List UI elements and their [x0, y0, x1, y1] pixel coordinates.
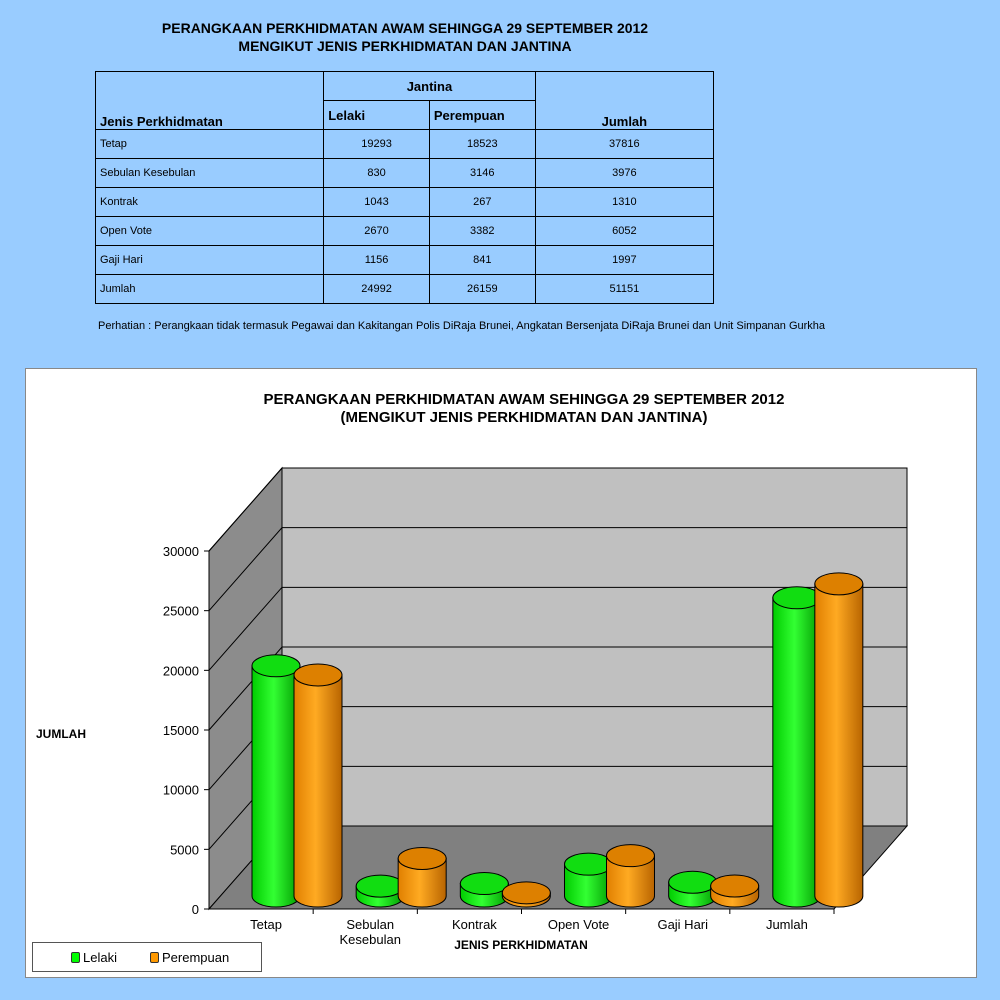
col-header-gender: Jantina	[324, 72, 535, 101]
page-title-line2: MENGIKUT JENIS PERKHIDMATAN DAN JANTINA	[238, 38, 572, 54]
cell-female: 841	[429, 246, 535, 275]
cell-male: 830	[324, 159, 430, 188]
cell-female: 18523	[429, 130, 535, 159]
table-row	[96, 217, 714, 246]
bar-perempuan-top	[815, 573, 863, 595]
table-row	[96, 188, 714, 217]
chart-title-line2: (MENGIKUT JENIS PERKHIDMATAN DAN JANTINA)	[340, 409, 708, 426]
table-row	[96, 246, 714, 275]
cell-male: 19293	[324, 130, 430, 159]
cell-total: 51151	[535, 275, 713, 304]
x-tick-label: Sebulan	[346, 917, 395, 932]
y-tick-label: 5000	[170, 842, 199, 858]
cell-male: 1043	[324, 188, 430, 217]
bar-lelaki-body	[773, 598, 821, 907]
y-tick-label: 25000	[162, 603, 199, 619]
row-label: Jumlah	[96, 275, 324, 304]
page-title-line1: PERANGKAAN PERKHIDMATAN AWAM SEHINGGA 29 SEPTEMBER 2012	[161, 20, 649, 36]
y-tick-label: 10000	[162, 782, 199, 798]
bar-perempuan-body	[815, 584, 863, 907]
cell-female: 26159	[429, 275, 535, 304]
col-header-service: Jenis Perkhidmatan	[96, 72, 324, 130]
chart-panel	[25, 368, 977, 978]
bar-chart	[26, 369, 976, 977]
table-row	[96, 159, 714, 188]
footnote: Perhatian : Perangkaan tidak termasuk Pegawai dan Kakitangan Polis DiRaja Brunei, Angkatan Bersenjata DiRaja Brunei dan Unit Simpanan Gurkha	[98, 320, 826, 332]
chart-title-line1: PERANGKAAN PERKHIDMATAN AWAM SEHINGGA 29 SEPTEMBER 2012	[263, 391, 785, 408]
legend-item-perempuan	[150, 950, 229, 965]
bar-perempuan-body	[294, 675, 342, 907]
bar-lelaki-top	[773, 587, 821, 609]
cell-male: 2670	[324, 217, 430, 246]
legend-swatch-icon	[150, 952, 159, 963]
cell-total: 1997	[535, 246, 713, 275]
x-tick-label: Gaji Hari	[657, 917, 709, 932]
x-tick-label: Open Vote	[547, 917, 610, 932]
x-axis-title: JENIS PERKHIDMATAN	[454, 938, 588, 952]
x-tick-label: Jumlah	[765, 917, 808, 932]
x-tick-label: Kesebulan	[339, 932, 401, 947]
x-tick-label: Kontrak	[452, 917, 497, 932]
legend	[32, 942, 262, 972]
legend-item-lelaki	[71, 950, 117, 965]
bar-lelaki-body	[252, 666, 300, 907]
row-label: Open Vote	[96, 217, 324, 246]
col-header-total: Jumlah	[535, 72, 713, 130]
bar-lelaki-top	[356, 875, 404, 897]
cell-male: 1156	[324, 246, 430, 275]
legend-label: Perempuan	[162, 950, 230, 965]
y-tick-label: 15000	[162, 723, 199, 738]
bar-lelaki-top	[460, 873, 508, 895]
cell-total: 3976	[535, 159, 713, 188]
bar-lelaki-top	[565, 853, 613, 875]
bar-perempuan-top	[607, 845, 655, 867]
row-label: Sebulan Kesebulan	[96, 159, 324, 188]
legend-label: Lelaki	[83, 950, 117, 965]
cell-female: 267	[429, 188, 535, 217]
y-tick-label: 30000	[162, 544, 199, 559]
cell-total: 6052	[535, 217, 713, 246]
table-row	[96, 130, 714, 159]
bar-perempuan-top	[398, 847, 446, 869]
row-label: Kontrak	[96, 188, 324, 217]
cell-female: 3382	[429, 217, 535, 246]
col-header-female: Perempuan	[429, 101, 535, 130]
bar-lelaki-top	[669, 871, 717, 893]
data-table	[95, 71, 714, 304]
cell-male: 24992	[324, 275, 430, 304]
col-header-male: Lelaki	[324, 101, 430, 130]
row-label: Tetap	[96, 130, 324, 159]
cell-female: 3146	[429, 159, 535, 188]
cell-total: 1310	[535, 188, 713, 217]
legend-swatch-icon	[71, 952, 80, 963]
bar-perempuan-top	[502, 882, 550, 904]
y-axis-title: JUMLAH	[36, 727, 86, 741]
bar-perempuan-top	[294, 664, 342, 686]
cell-total: 37816	[535, 130, 713, 159]
y-tick-label: 20000	[162, 663, 199, 679]
bar-perempuan-top	[711, 875, 759, 897]
y-tick-label: 0	[191, 902, 199, 917]
bar-lelaki-top	[252, 655, 300, 677]
row-label: Gaji Hari	[96, 246, 324, 275]
x-tick-label: Tetap	[250, 917, 282, 932]
table-row	[96, 275, 714, 304]
